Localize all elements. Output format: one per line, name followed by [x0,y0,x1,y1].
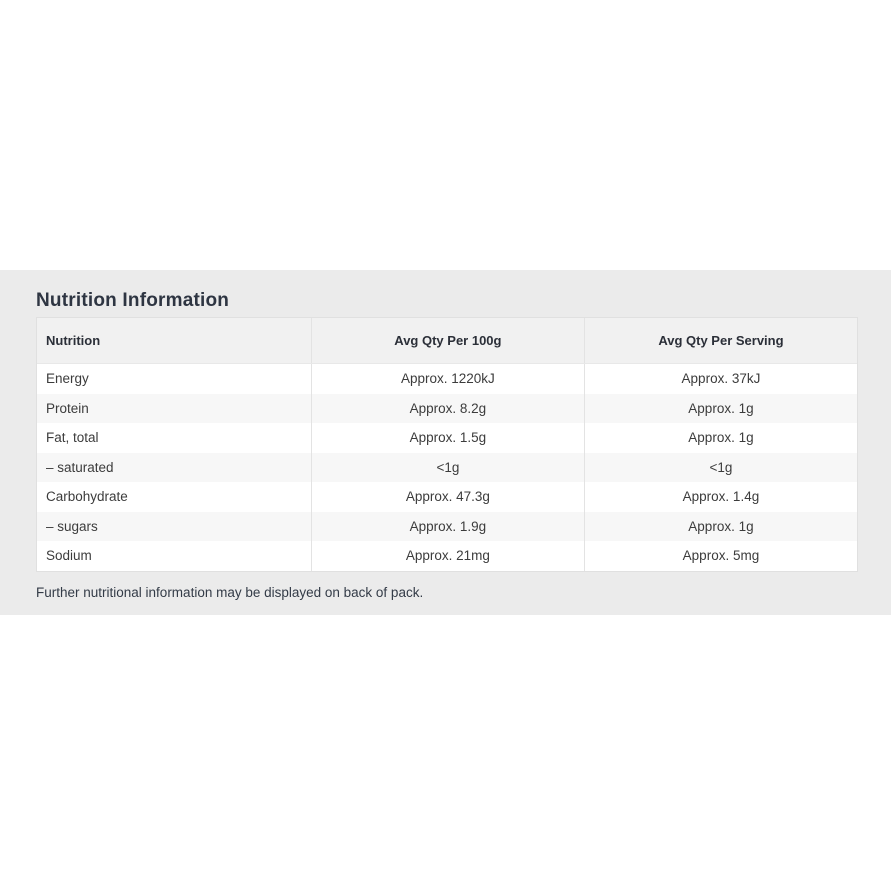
nutrient-label: Fat, total [46,430,99,446]
nutrient-label: Carbohydrate [46,489,128,505]
per-serving-value: Approx. 1g [584,394,857,424]
table-header-row [37,318,857,364]
footer-note: Further nutritional information may be displayed on back of pack. [36,585,424,600]
per-serving-value: Approx. 1.4g [584,482,857,512]
column-header-nutrition: Nutrition [46,333,101,348]
table-row [37,482,857,512]
per-100g-value: Approx. 1.9g [311,512,584,542]
per-100g-value: Approx. 1.5g [311,423,584,453]
table-row [37,453,857,483]
table-row [37,423,857,453]
per-serving-value: Approx. 1g [584,423,857,453]
nutrient-label: – saturated [46,459,114,475]
per-serving-value: <1g [584,453,857,483]
nutrient-label: Energy [46,371,89,387]
table-row [37,394,857,424]
nutrition-table [36,317,858,572]
per-serving-value: Approx. 1g [584,512,857,542]
per-serving-value: Approx. 37kJ [584,364,857,394]
per-100g-value: Approx. 1220kJ [311,364,584,394]
table-row [37,512,857,542]
column-header-per-100g: Avg Qty Per 100g [311,318,584,363]
table-row [37,364,857,394]
nutrient-label: Protein [46,400,89,416]
per-serving-value: Approx. 5mg [584,541,857,571]
per-100g-value: Approx. 8.2g [311,394,584,424]
nutrient-label: – sugars [46,518,98,534]
nutrient-label: Sodium [46,548,92,564]
per-100g-value: Approx. 21mg [311,541,584,571]
per-100g-value: Approx. 47.3g [311,482,584,512]
table-row [37,541,857,571]
per-100g-value: <1g [311,453,584,483]
column-header-per-serving: Avg Qty Per Serving [584,318,857,363]
page-title: Nutrition Information [36,289,230,311]
